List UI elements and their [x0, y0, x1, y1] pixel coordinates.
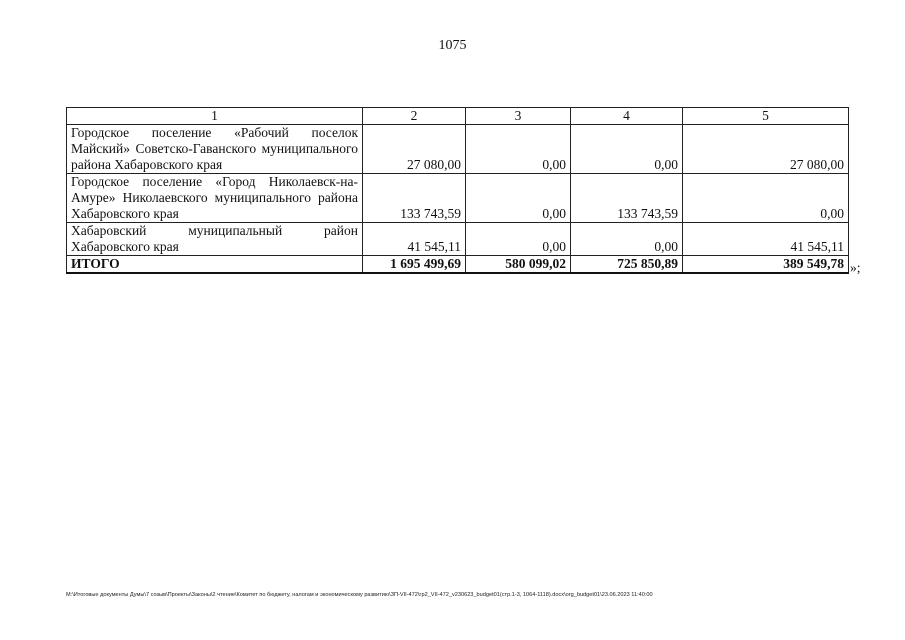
row-name: Городское поселение «Город Николаевск-на-Амуре» Николаевского муниципального района Хабаровского края [67, 174, 363, 223]
row-name: Городское поселение «Рабочий поселок Майский» Советско-Гаванского муниципального района Хабаровского края [67, 125, 363, 174]
column-header-2: 2 [363, 108, 466, 125]
total-value-col3: 580 099,02 [466, 256, 571, 274]
row-value-col2: 41 545,11 [363, 223, 466, 256]
total-value-col4: 725 850,89 [571, 256, 683, 274]
table-row [67, 223, 849, 256]
total-value-col5: 389 549,78 [683, 256, 849, 274]
total-row [67, 256, 849, 274]
column-header-1: 1 [67, 108, 363, 125]
closing-quote-mark: »; [850, 260, 861, 275]
footer-file-path: M:\Итоговые документы Думы\7 созыв\Проекты\Законы\2 чтение\Комитет по бюджету, налогам и экономическому развитию\ЗП-VII-472\гр2_VII-472_v230623_budget01(стр.1-3, 1064-1118).docx\org_budget01\23.06.2023 11:40:00 [66, 592, 653, 598]
total-label: ИТОГО [67, 256, 363, 274]
row-value-col2: 133 743,59 [363, 174, 466, 223]
row-value-col5: 0,00 [683, 174, 849, 223]
row-value-col3: 0,00 [466, 125, 571, 174]
row-value-col2: 27 080,00 [363, 125, 466, 174]
row-name: Хабаровский муниципальный район Хабаровского края [67, 223, 363, 256]
row-value-col3: 0,00 [466, 223, 571, 256]
total-value-col2: 1 695 499,69 [363, 256, 466, 274]
table-row [67, 174, 849, 223]
column-header-5: 5 [683, 108, 849, 125]
column-header-3: 3 [466, 108, 571, 125]
row-value-col5: 41 545,11 [683, 223, 849, 256]
row-value-col4: 0,00 [571, 223, 683, 256]
budget-table [66, 107, 849, 274]
table-row [67, 125, 849, 174]
column-header-4: 4 [571, 108, 683, 125]
row-value-col4: 0,00 [571, 125, 683, 174]
row-value-col3: 0,00 [466, 174, 571, 223]
row-value-col4: 133 743,59 [571, 174, 683, 223]
header-row [67, 108, 849, 125]
row-value-col5: 27 080,00 [683, 125, 849, 174]
page-number: 1075 [438, 38, 467, 53]
